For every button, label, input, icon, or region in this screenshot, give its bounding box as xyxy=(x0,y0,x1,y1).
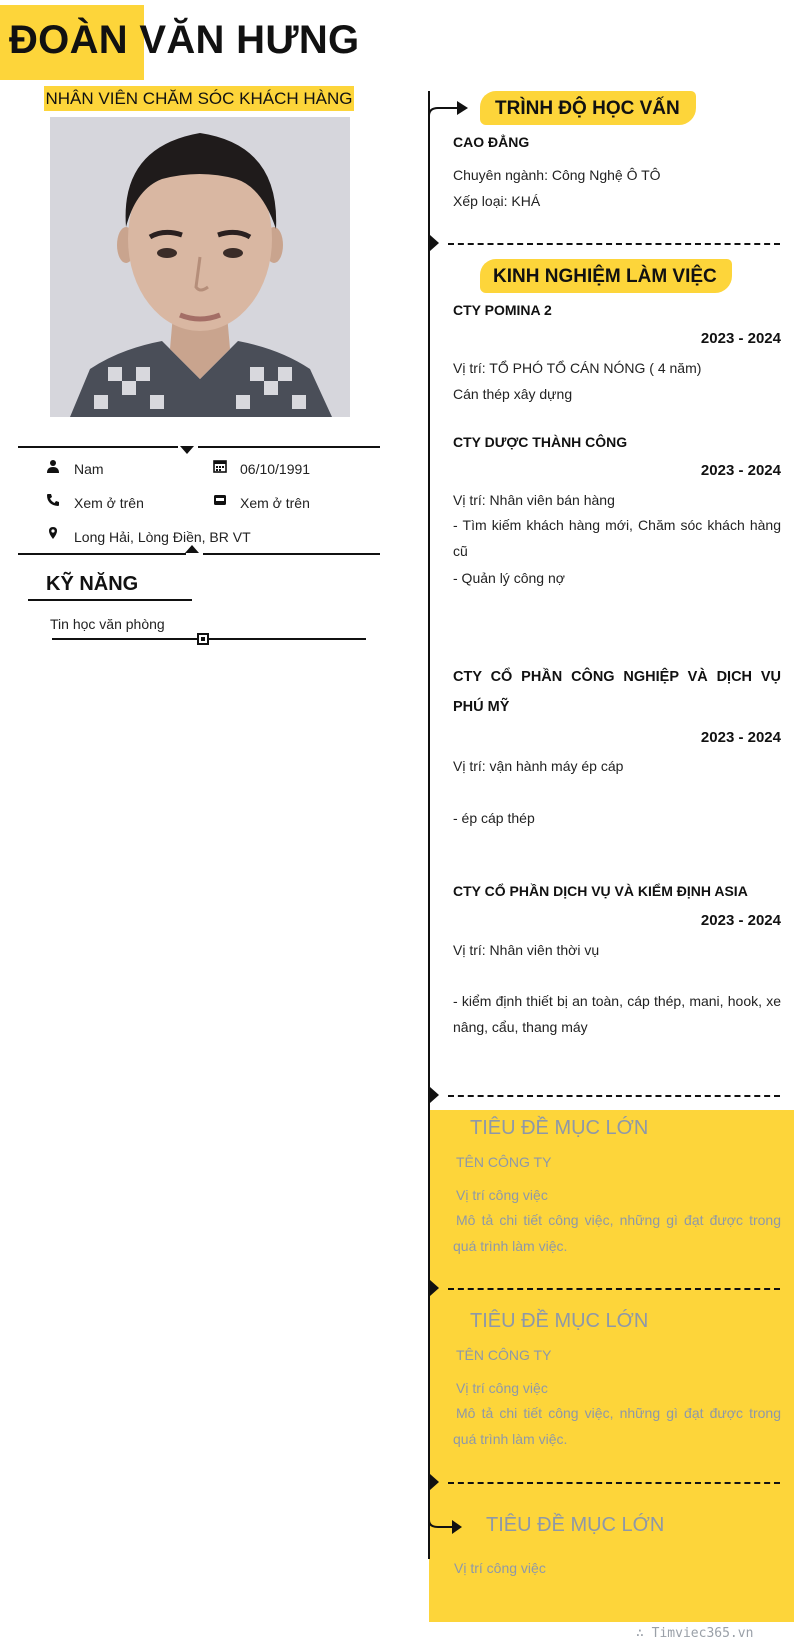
placeholder-position: Vị trí công việc xyxy=(454,1560,546,1576)
location-pin-icon xyxy=(46,526,60,540)
candidate-name: ĐOÀN VĂN HƯNG xyxy=(9,18,360,62)
watermark: ∴ Timviec365.vn xyxy=(636,1626,754,1641)
info-divider-marker-bottom xyxy=(185,545,199,553)
job-company: CTY CỔ PHẦN CÔNG NGHIỆP VÀ DỊCH VỤ PHÚ MỸ xyxy=(453,669,781,715)
arrow-right-icon xyxy=(428,1508,464,1538)
placeholder-section-title: TIÊU ĐỀ MỤC LỚN xyxy=(470,1310,649,1332)
info-bottom-divider-right xyxy=(203,553,380,555)
education-rank: Xếp loại: KHÁ xyxy=(453,193,541,209)
arrow-right-icon xyxy=(428,98,470,120)
phone-value: Xem ở trên xyxy=(74,495,144,511)
placeholder-section-title: TIÊU ĐỀ MỤC LỚN xyxy=(470,1117,649,1139)
skills-title-underline xyxy=(28,599,192,601)
timeline-marker xyxy=(430,1087,439,1103)
info-divider-marker xyxy=(180,446,194,454)
education-school: CAO ĐẲNG xyxy=(453,134,530,150)
job-period: 2023 - 2024 xyxy=(700,912,781,929)
section-divider xyxy=(448,243,780,245)
timeline-line xyxy=(428,91,430,1559)
education-major: Chuyên ngành: Công Nghệ Ô TÔ xyxy=(453,167,661,183)
avatar xyxy=(50,117,350,417)
job-description: Cán thép xây dựng xyxy=(453,386,573,402)
calendar-icon xyxy=(213,459,227,473)
phone-icon xyxy=(46,493,60,507)
timeline-marker xyxy=(430,1474,439,1490)
email-value: Xem ở trên xyxy=(240,495,310,511)
job-company: CTY CỔ PHẦN DỊCH VỤ VÀ KIỂM ĐỊNH ASIA xyxy=(453,883,748,899)
job-period: 2023 - 2024 xyxy=(700,729,781,746)
placeholder-position: Vị trí công việc xyxy=(456,1380,548,1396)
job-position: Vị trí: Nhân viên thời vụ xyxy=(453,942,600,958)
info-top-divider-right xyxy=(198,446,380,448)
skill-level-knob xyxy=(197,633,209,645)
job-position: Vị trí: vận hành máy ép cáp xyxy=(453,758,624,774)
skill-level-track xyxy=(52,638,366,640)
section-divider xyxy=(448,1095,780,1097)
job-description: - Quản lý công nợ xyxy=(453,570,565,586)
education-title: TRÌNH ĐỘ HỌC VẤN xyxy=(495,98,680,119)
job-description: - ép cáp thép xyxy=(453,810,535,826)
timeline-marker xyxy=(430,1280,439,1296)
job-company: CTY DƯỢC THÀNH CÔNG xyxy=(453,434,628,450)
job-description: - kiểm định thiết bị an toàn, cáp thép, mani, hook, xe nâng, cẩu, thang máy xyxy=(453,993,781,1035)
gender-value: Nam xyxy=(74,461,104,477)
job-description: - Tìm kiếm khách hàng mới, Chăm sóc khách hàng cũ xyxy=(453,517,781,559)
placeholder-description: Mô tả chi tiết công việc, những gì đạt được trong quá trình làm việc. xyxy=(453,1405,781,1447)
job-period: 2023 - 2024 xyxy=(700,462,781,479)
info-top-divider-left xyxy=(18,446,178,448)
timeline-marker xyxy=(430,235,439,251)
section-divider xyxy=(448,1288,780,1290)
section-divider xyxy=(448,1482,780,1484)
placeholder-company: TÊN CÔNG TY xyxy=(456,1154,552,1170)
job-position: Vị trí: TỔ PHÓ TỔ CÁN NÓNG ( 4 năm) xyxy=(453,360,702,376)
user-icon xyxy=(46,459,60,473)
job-period: 2023 - 2024 xyxy=(700,330,781,347)
skills-title: KỸ NĂNG xyxy=(46,573,139,595)
placeholder-description: Mô tả chi tiết công việc, những gì đạt được trong quá trình làm việc. xyxy=(453,1212,781,1254)
placeholder-section-title: TIÊU ĐỀ MỤC LỚN xyxy=(486,1514,665,1536)
experience-title: KINH NGHIỆM LÀM VIỆC xyxy=(493,266,717,287)
info-bottom-divider-left xyxy=(18,553,186,555)
skill-name: Tin học văn phòng xyxy=(50,616,165,632)
job-company: CTY POMINA 2 xyxy=(453,302,552,318)
job-position: Vị trí: Nhân viên bán hàng xyxy=(453,492,615,508)
avatar-illustration xyxy=(50,117,350,417)
placeholder-company: TÊN CÔNG TY xyxy=(456,1347,552,1363)
email-icon xyxy=(213,493,227,507)
job-title: NHÂN VIÊN CHĂM SÓC KHÁCH HÀNG xyxy=(44,86,354,111)
birthday-value: 06/10/1991 xyxy=(240,461,311,477)
placeholder-position: Vị trí công việc xyxy=(456,1187,548,1203)
address-value: Long Hải, Lòng Điền, BR VT xyxy=(74,529,251,545)
